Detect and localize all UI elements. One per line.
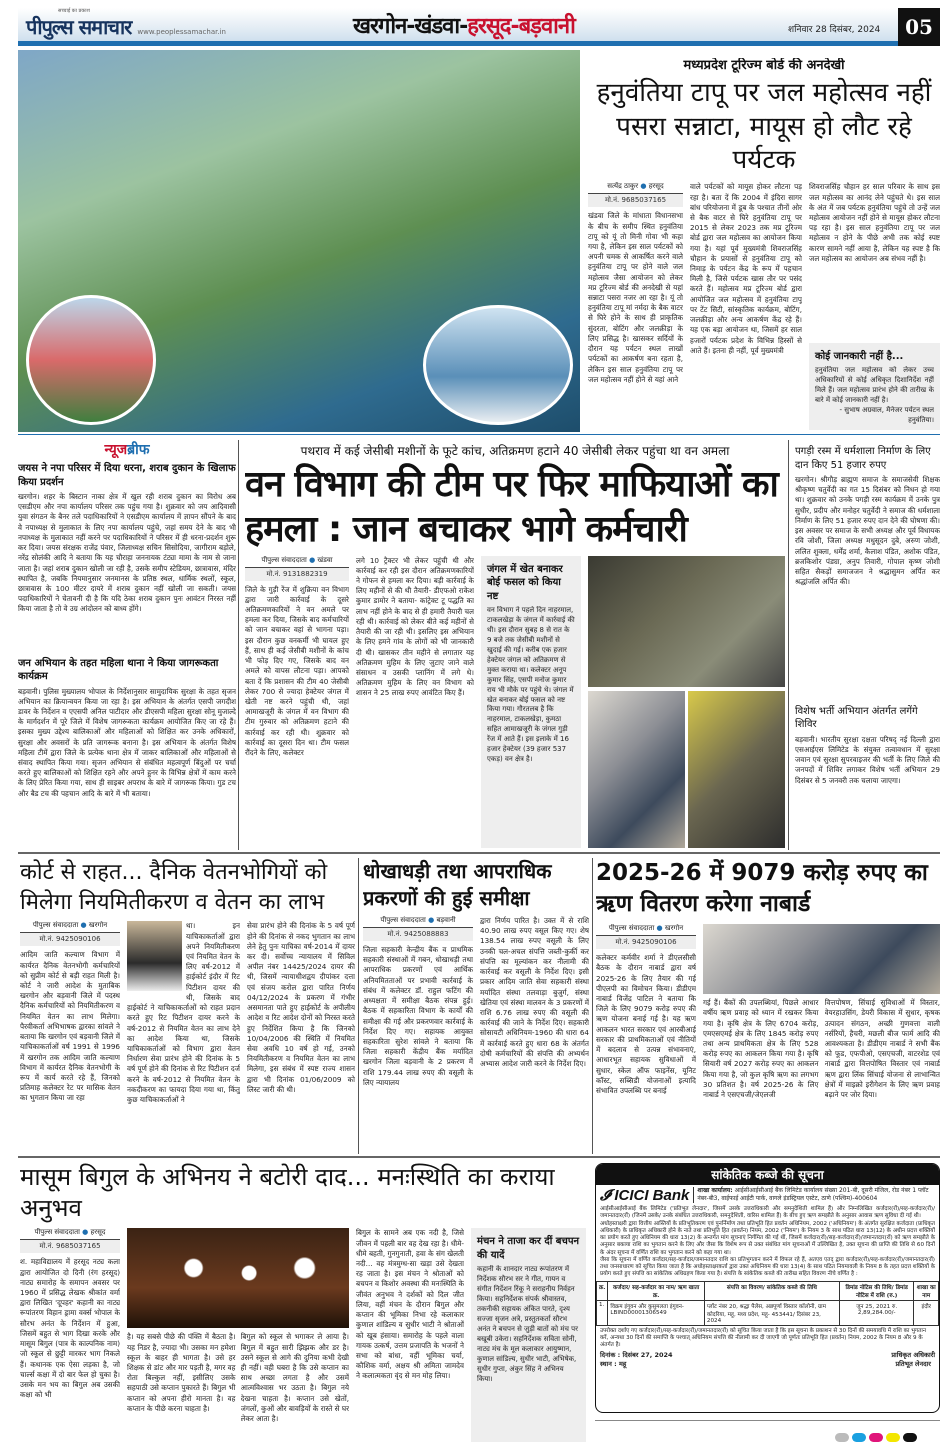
- nabard-story-byline: पीपुल्स संवाददाता ● खरगोन मो.नं. 9425090106 कलेक्टर कर्मवीर शर्मा ने डीएलसीसी बैठक के दौरान नाबार्ड द्वारा वर्ष 2025-26 के लिए तैयार की गई पीएलपी का विमोचन किया। डीडीएम नाबार्ड विजेंद्र पाटिल ने बताया कि जिले के लिए 9079 करोड़ रुपए की ऋण योजना बनाई गई है। यह ऋण आकलन भारत सरकार एवं आरबीआई सरकार की प्राथमिकताओं एवं नीतियों में बदलाव से उत्पन्न संभावनाएं, आधारभूत सहायक सुविधाओं में सुधार, स्केल ऑफ फाइनेंस, यूनिट कॉस्ट, सब्सिडी योजनाओं इत्यादि संभावित उपलब्धि पर बनाई: [596, 924, 696, 1152]
- brief-text: खरगोन। शहर के बिस्टान नाका क्षेत्र में खुल रही शराब दुकान का विरोध अब एसडीएम और नपा कार्यालय परिसर तक पहुंच गया है। शुक्रवार को जय आदिवासी युवा संगठन के बैनर तले पदाधिकारियों ने एसडीएम कार्यालय में ज्ञापन सौंपने के बाद वे नपाध्यक्ष से मुलाकात के लिए नपा कार्यालय पहुंचे, जहां समय देने के बाद भी नपाध्यक्ष के मुलाकात नहीं करने पर पदाधिकारियों ने परिसर में ही धरना-प्रदर्शन शुरू कर दिया। जयस संरक्षक राजेंद्र पंवार, जिलाध्यक्ष सचिन सिसोदिया, जागीराम बड़ोले, नरेंद्र सोलंकी आदि ने बताया कि यह चौराहा जननायक टंट्या मामा के नाम से जाना जाता है। जहां शराब दुकान खोली जा रही है, उसके समीप स्टेडियम, छात्रावास, मंदिर स्थापित है, जबकि नियमानुसार जनमानस के प्रतिष्ठ स्थल, धार्मिक स्थलों, स्कूल, छात्रावास के 100 मीटर दायरे में शराब दुकान नहीं खोली जा सकती। जयस पदाधिकारियों ने चेतावनी दी है कि यदि ठेका शराब दुकान पुनः आवंटन निरस्त नहीं किया जाता है तो वे उग्र आंदोलन को बाध्य होंगे।: [18, 492, 236, 614]
- byline-place: खरगोन: [664, 924, 684, 933]
- ad-signatory: प्राधिकृत अधिकारी: [891, 1351, 935, 1360]
- byline-phone: मो.नं. 9685037165: [588, 194, 683, 207]
- top-story-col3: शिवराजसिंह चौहान हर साल परिवार के साथ इस जल महोत्सव का आनंद लेने पहुंचते थे। इस साल के अंत में जब पर्यटक हनुवंतिया पहुंचे तो उन्हें जल महोत्सव आयोजन नहीं होने से मायूस होकर लौटना पड़ रहा है। इस साल हनुवंतिया टापू पर जल महोत्सव न होने के पीछे अभी तक कोई स्पष्ट कारण सामने नहीं आया है, लेकिन यह स्पष्ट है कि जल महोत्सव का आयोजन अब संभव नहीं है।: [809, 182, 940, 263]
- inset-photo-boats: [423, 305, 573, 425]
- masthead: [18, 8, 940, 46]
- play-story-col1: श. महाविद्यालय में हरसूद नट्य कला द्वारा आयोजित दो दिनी (रंग हरसूद) नाट्य समारोह के समापन अवसर पर 1960 में प्रसिद्ध लेखक श्रीकांत वर्मा द्वारा लिखित 'दूपहर' कहानी का नाट्य रूपांतरण विहान ड्रामा वर्क्स भोपाल के सौरभ अनंत के निर्देशन में हुआ, जिसमें बहुत से भाग दिखा करके और मासूम बिगुल (पात्र के काल्पनिक नाम) जो स्कूल से छुट्टी मारकर भाग निकले हैं। कथानक एक ऐसा लड़का है, जो चार्ल्स कक्षा में दो बार फेल हो चुका है। उसके मन भय का बिगुल अब उसकी कक्षा को भी: [20, 1257, 120, 1400]
- brief-text: बड़वानी। पुलिस मुख्यालय भोपाल के निर्देशानुसार सामुदायिक सुरक्षा के तहत सृजन अभियान का क्रियान्वयन किया जा रहा है। इस अभियान के अंतर्गत एसपी जगदीश डावर के निर्देशन व एएसपी अनिल पाटीदार और डीएसपी महिला सुरक्षा सोनू मुजाल्दे के मार्गदर्शन में पूरे जिले में विशेष जागरूकता कार्यक्रम आयोजित किए जा रहे हैं। इसका मुख्य उद्देश्य बालिकाओं और महिलाओं को शिक्षित कर उनके अधिकारों, सुरक्षा और अवसरों के प्रति जागरूक बनाना है। इस अभियान के अंतर्गत विशेष महिला टीमें द्वारा जिले के प्रत्येक थाना क्षेत्र में जाकर बालिकाओं और महिलाओं से संवाद स्थापित किया गया। सृजन अभियान से संबंधित महत्वपूर्ण बिंदुओं पर चर्चा करते हुए बालिकाओं को शिक्षित रहने और अपने हुनर के विभिन्न क्षेत्रों में काम करने के लिए प्रेरित किया गया, साथ ही साइबर अपराध के बारे में जागरूक किया। गुड टच और बैड टच की पहचान आदि के बारे में भी बताया।: [18, 686, 236, 798]
- inset-photo-resort: [26, 295, 156, 425]
- childhood-box-text: कहानी के शानदार नाट्य रूपांतरण में निर्देशक सौरभ सर ने गीत, गायन व संगीत निर्देशन रिंकू ने सराहनीय निर्वहन किया। सहनिर्देशक संपर्क श्रीवास्तव, तकनीकी सहायक अंकित पारते, दृश्य सज्जा सृजन अत्रे, प्रस्तुतकर्ता सौरभ अनंत ने बचपन से जुड़ी बातों को मंच पर बखूबी उकेरा। सहनिर्देशक सविता सोनी, नाट्य मंच के मूल कलाकार आयुष्मान, कुणाल सांडिल्य, सुधीर भाटी, अभिषेक, सुधीर गुप्ता, अंकुर सिंह ने अभिनय किया।: [477, 1265, 578, 1383]
- play-story-headline[interactable]: मासूम बिगुल के अभिनय ने बटोरी दाद... मनःस्थिति का कराया अनुभव: [20, 1163, 555, 1223]
- childhood-box: [471, 1228, 586, 1442]
- right-headline-2[interactable]: विशेष भर्ती अभियान अंतर्गत लगेंगे शिविर: [795, 705, 918, 731]
- info-box: [809, 343, 940, 430]
- website-link[interactable]: www.peoplessamachar.in: [137, 28, 226, 36]
- dance-performance-photo: [127, 1228, 349, 1328]
- top-story-kicker: मध्यप्रदेश टूरिज्म बोर्ड की अनदेखी: [683, 58, 845, 73]
- byline-phone: मो.नं. 9425090106: [20, 933, 120, 946]
- byline-name: पीपुल्स संवाददाता: [380, 916, 426, 924]
- forest-box-text: वन विभाग ने पहले दिन नाहरमाल, टाकलखेड़ा के जंगल में कार्रवाई की थी। इस दौरान सुबह 8 से रात के 9 बजे तक जेसीबी मशीनों से खुदाई की गई। करीब एक हजार हेक्टेयर जंगल को अतिक्रमण से मुक्त कराया था। कलेक्टर अनूप कुमार सिंह, एसपी मनोज कुमार राय भी मौके पर पहुंचे थे। जंगल में खेत बनाकर बोई फसल को नष्ट किया गया। गौरतलब है कि नाहरमाल, टाकलखेड़ा, कुमठा सहित आमाखजूरी के जंगल गुड़ी रेंज में आते हैं। इस इलाके में 16 हजार हेक्टेयर (39 हजार 537 एकड़) वन क्षेत्र है।: [487, 606, 575, 764]
- info-box-text: हनुवंतिया जल महोत्सव को लेकर उच्च अधिकारियों से कोई अधिकृत दिशानिर्देश नहीं मिले हैं। जल महोत्सव प्रारंभ होने की तारीख के बारे में कोई जानकारी नहीं है।: [815, 366, 934, 405]
- lawyer-portrait-photo: [127, 921, 182, 991]
- byline-phone: मो.नं. 9131882319: [245, 568, 349, 581]
- nabard-story-col2: गई हैं। बैंकों की उपलब्धियां, पिछले आधार वर्षीय ऋण प्रवाह को ध्यान में रखकर किया गया है। कृषि क्षेत्र के लिए 6704 करोड़, एमएसएमई क्षेत्र के लिए 1845 करोड़ रुपए तथा अन्य प्राथमिकता क्षेत्र के लिए 528 करोड़ रुपए का आकलन किया गया है। कृषि सियारी वर्ष 2027 करोड़ रुपए का आकलन किया गया है, जो कुल कृषि ऋण का लगभग 30 प्रतिशत है। वर्ष 2025-26 के लिए नाबार्ड ने एसएचजी/जेएलजी: [703, 998, 819, 1100]
- byline-name: पीपुल्स संवाददाता: [34, 1228, 80, 1237]
- issue-date: शनिवार 28 दिसंबर, 2024: [788, 25, 881, 35]
- ad-para1: आईसीआईसीआई बैंक लिमिटेड ('प्रतिभूत लेनदार', जिसमें उसके उत्तराधिकारी और समनुदेशिती शामिल हैं) और निम्नलिखित कर्जदार(रों)/सह-कर्जदार(रों)/जमानतदार(रों) (जिनमें उसके/ उनके संबंधित उत्तराधिकारी, समनुदेशिती, वारिस शामिल हैं) के बीच हुए ऋण समझौते के अनुसार आवास ऋण सुविधा दी गई थी।: [600, 1206, 935, 1220]
- table-row: 1. विक्रम इंगुवन और कुसुमलता इंगुवन- LBIND00001306549 प्लॉट नंबर 20, श्रद्धा पैलेस, अन्नपूर्णा विस्तार कॉलोनी, ग्राम कोदरिया, महू, मध्य प्रदेश, महू- 453441/ दिसंबर 23, 2024 जून 25, 2021 रु. 2,89,284.00/- इंदौर: [597, 1300, 939, 1325]
- nabard-story: [596, 858, 940, 1152]
- play-story-col2: है। यह सबसे पीछे की पंक्ति में बैठता है। यह निडर है, ज्यादा भी। उसका मन हमेशा स्कूल के बाहर ही भागता है। उसे हर शिक्षक से डांट और मार पड़ती है, मगर वह रोता बिल्कुल नहीं, इसीलिए उसके सहपाठी उसे कप्तान पुकारते हैं। बिगुल भी कप्तान को अपना हीरो मानता है। वह कप्तान के पीछे करना चाहता है।: [127, 1332, 236, 1413]
- byline-name: पीपुल्स संवाददाता: [261, 555, 307, 564]
- forest-box: [481, 556, 581, 848]
- byline-place: हरसूद: [648, 182, 664, 191]
- court-story-col2-wrap: [127, 921, 240, 1152]
- nabard-story-headline[interactable]: 2025-26 में 9079 करोड़ रुपए का ऋण वितरण करेगा नाबार्ड: [596, 860, 928, 918]
- byline-place: खरगोन: [88, 921, 108, 930]
- logo-tagline: सच्चाई का प्रकाश: [58, 8, 90, 14]
- byline-phone: मो.नं. 9425088883: [363, 928, 473, 941]
- right-text-2: बड़वानी। भारतीय सुरक्षा दक्षता परिषद् नई दिल्ली द्वारा एसआईएस लिमिटेड के संयुक्त तत्वावधान में सुरक्षा जवान एवं सुरक्षा सुपरवाइजर की भर्ती के लिए जिले की जनपदों में शिविर लगाकर विशेष भर्ती अभियान 29 दिसंबर से 5 जनवरी तक चलाया जाएगा।: [795, 734, 940, 785]
- info-box-title: कोई जानकारी नहीं है...: [815, 350, 904, 362]
- meeting-photo: [703, 924, 940, 994]
- top-story-col1: खंडवा जिले के मांधाता विधानसभा के बीच के समीप स्थित हनुवंतिया टापू को यूं तो मिनी गोवा भी कहा गया है, लेकिन इस साल पर्यटकों को अपनी चमक से आकर्षित करने वाले हनुवंतिया टापू पर होने वाले जल महोत्सव जैसा आयोजन को लेकर मप्र टूरिज्म बोर्ड की अनदेखी से यहां सन्नाटा पसरा नजर आ रहा है। यूं तो हनुवंतिया टापू मां नर्मदा के बैक वाटर से घिरे होने के साथ ही प्राकृतिक सुंदरता, बोटिंग और जलक्रीड़ा के लिए प्रसिद्ध है। खासकर सर्दियों के दौरान यह पर्यटन स्थल लाखों पर्यटकों का आकर्षण बना रहता है, लेकिन इस साल हनुवंतिया टापू पर जल महोत्सव नहीं होने से यहां आने: [588, 211, 683, 384]
- top-story-headline[interactable]: हनुवंतिया टापू पर जल महोत्सव नहीं पसरा सन्नाटा, मायूस हो लौट रहे पर्यटक: [596, 77, 932, 176]
- color-registration-marks: [832, 1427, 917, 1446]
- court-story-headline[interactable]: कोर्ट से राहत... दैनिक वेतनभोगियों को मिलेगा नियमितीकरण व वेतन का लाभ: [20, 860, 328, 915]
- forest-box-title: जंगल में खेत बनाकर बोई फसल को किया नष्ट: [487, 563, 563, 602]
- news-brief: [18, 440, 236, 848]
- fraud-story-headline[interactable]: धोखाधड़ी तथा आपराधिक प्रकरणों की हुई समीक्षा: [363, 859, 552, 910]
- section-title-part1: खरगोन-खंडवा-: [353, 14, 468, 39]
- court-story-col2: था। इन याचिकाकर्ताओं द्वारा अपने नियमितीकरण एवं नियमित वेतन के लिए वर्ष-2012 में हाईकोर्ट इंदौर में रिट पिटीशन दायर की थी, जिसके बाद हाईकोर्ट ने याचिकाकर्ताओं को राहत प्रदान करते हुए रिट पिटीशन दायर करने के वर्ष-2012 से नियमित वेतन का लाभ देने का आदेश किया था, जिसके याचिकाकर्ताओं को विभाग द्वारा वेतन निर्धारण सेवा प्रारंभ होने की दिनांक के 5 वर्ष पूर्ण होने की दिनांक से रिट पिटीशन दर्ज करने के वर्ष-2012 से नियमित वेतन के नकदीकरण का फायदा दिया गया था, किंतु कुछ याचिकाकर्ताओं ने: [127, 921, 240, 1105]
- byline-phone: मो.नं. 9685037165: [20, 1240, 120, 1253]
- brief-headline[interactable]: जयस ने नपा परिसर में दिया धरना, शराब दुकान के खिलाफ किया प्रदर्शन: [18, 463, 236, 488]
- section-title: [353, 10, 575, 40]
- main-story-col1: जिले के गुड़ी रेंज में शुक्रिया वन विभाग द्वारा जारी कार्रवाई के दूसरे अतिक्रमणकारियों ने वन अमले पर हमला कर दिया, जिसके बाद कर्मचारियों को जान बचाकर वहां से भागना पड़ा। इस दौरान कुछ वनकर्मी भी घायल हुए हैं, साथ ही कई जेसीबी मशीनों के कांच भी फोड़ दिए गए, जिसके बाद वन अमले को वापस लौटना पड़ा। आपको बता दें कि प्रशासन की टीम 40 जेसीबी लेकर 700 से ज्यादा हेक्टेयर जंगल में खेती नष्ट करने पहुंची थी, जहां आमाखजूरी के जंगल में वन विभाग की टीम गुरुवार को अतिक्रमण हटाने की कार्रवाई कर रही थी। शुक्रवार को कार्रवाई का दूसरा दिन था। टीम फसल रौंदने के लिए, कलेक्टर: [245, 584, 349, 758]
- news-brief-title: न्यूजब्रीफ: [104, 442, 150, 458]
- brand: [26, 8, 226, 40]
- byline-place: बड़वानी: [436, 916, 456, 924]
- court-story-col3: सेवा प्रारंभ होने की दिनांक के 5 वर्ष पूर्ण होने की दिनांक से नकद भुगतान का लाभ लेने हेतु पुनः याचिका वर्ष-2014 में दायर कर दी। सर्वोच्च न्यायालय में सिविल अपील नंबर 14425/2024 दायर की थी, जिसमें न्यायाधीशद्वय दीपांकर दत्ता एवं संजय करोल द्वारा पारित निर्णय 04/12/2024 के प्रकरण में गंभीर असमानता पाते हुए हाईकोर्ट के अपीलीय आदेश व रिट आदेश दोनों को निरस्त करते हुए निर्देशित किया है कि जिनको 10/04/2006 की स्थिति में नियमित सेवा अवधि 10 वर्ष हो गई, उनको नियमितीकरण व नियमित वेतन का लाभ मिलेगा, इस संबंध में स्पष्ट राज्य शासन द्वारा भी दिनांक 01/06/2009 को लिस्ट जारी की थी।: [247, 921, 355, 1094]
- ad-para4: उपरोक्त दर्शाए गए कर्जदार(रों)/सह-कर्जदार(रों)/जमानतदार(रों) को सूचित किया जाता है कि इस सूचना के प्रकाशन से 30 दिनों की समयावधि में राशि का भुगतान करें, अन्यथा 30 दिनों की समाप्ति के पश्चात् अधिनियम संपत्ति की नीलामी कर दी जाएगी जो पूर्णतः प्रतिभूति हित (प्रवर्तन) नियम, 2002 के नियम 8 और 9 के अंतर्गत है।: [600, 1327, 926, 1349]
- court-story-col1: आदिम जाति कल्याण विभाग में कार्यरत दैनिक वेतनभोगी कर्मचारियों को सुप्रीम कोर्ट से बड़ी राहत मिली है। कोर्ट ने जारी आदेश के मुताबिक खरगोन और बड़वानी जिले में पदस्थ दैनिक कर्मचारियों को नियमितीकरण व नियमित वेतन का लाभ मिलेगा। पैरवीकर्ता अभिभाषक द्वारका सांवले ने बताया कि खरगोन एवं बड़वानी जिले में याचिकाकर्ताओं वर्ष 1991 से 1996 में खरगोन तक आदिम जाति कल्याण विभाग में कार्यरत दैनिक वेतनभोगी के रूप में कार्य करते रहे हैं, जिनको प्रतिमाह कलेक्टर रेट पर मासिक वेतन का भुगतान किया जा रहा: [20, 950, 120, 1103]
- nabard-story-col3: वित्तपोषण, सिंचाई सुविधाओं में विस्तार, वेयरहाउसिंग, डेयरी विकास में सुधार, कृषक उत्पादन संगठन, अच्छी गुणवत्ता वाली नर्सरियों, हैचरी, मछली बीज फार्म आदि की आवश्यकता है। डीडीएम नाबार्ड ने सभी बैंक को फूड, एफपीओ, एसएचजी, वाटरशेड एवं नाबार्ड द्वारा वित्तपोषित विस्तार एवं नाबार्ड ऋण द्वारा लिंक सिंचाई योजना से लाभान्वित क्षेत्रों में माइक्रो इरीगेशन के लिए ऋण प्रवाह बढ़ाने पर जोर दिया।: [824, 998, 940, 1100]
- jcb-field-photo: [588, 556, 785, 687]
- play-story-col4: बिगुल के सामने अब एक नदी है, जिसे जीवन में पहली बार वह देख रहा है। धीमे-धीमे बहती, गुनगुनाती, हवा के संग खेलती नदी... वह मंत्रमुग्ध-सा खड़ा उसे देखता रह जाता है। इस मंचन ने श्रोताओं को बचपन व किशोर अवस्था की मनःस्थिति के जीवंत अनुभव ने दर्शकों को दिल जीत लिया, वहीं मंचन के दौरान बिगुल और कप्तान की भूमिका निभा रहे कलाकार कुणाल शांडिल्य व सुधीर भाटी ने श्रोताओं को खूब हंसाया। समारोह के पहले वाला गायक उत्कर्ष, उत्तम प्रजापति के भजनों ने सभा को बांधा, वहीं भूमिका चर्या, कौशिक वर्मा, अक्षय श्री अमिता जामदेव ने कलात्मकता वृंद से मन मोह लिया।: [356, 1228, 464, 1381]
- island-aerial-photo: [18, 50, 580, 432]
- icici-bank-logo: 𝓘 ICICI Bank: [600, 1187, 690, 1204]
- info-box-quote: - सुभाष अग्रवाल, मैनेजर पर्यटन स्थल हनुवंतिया।: [839, 406, 934, 425]
- nabard-story-col1: कलेक्टर कर्मवीर शर्मा ने डीएलसीसी बैठक के दौरान नाबार्ड द्वारा वर्ष 2025-26 के लिए तैयार की गई पीएलपी का विमोचन किया। डीडीएम नाबार्ड विजेंद्र पाटिल ने बताया कि जिले के लिए 9079 करोड़ रुपए की ऋण योजना बनाई गई है। यह ऋण आकलन भारत सरकार एवं आरबीआई सरकार की प्राथमिकताओं एवं नीतियों में बदलाव से उत्पन्न संभावनाएं, आधारभूत सहायक सुविधाओं में सुधार, स्केल ऑफ फाइनेंस, यूनिट कॉस्ट, सब्सिडी योजनाओं इत्यादि संभावित उपलब्धि पर बनाई: [596, 953, 696, 1095]
- page-number: 05: [898, 8, 940, 46]
- byline-name: सत्येंद्र ठाकुर: [607, 182, 639, 191]
- childhood-box-title: मंचन ने ताजा कर दीं बचपन की यादें: [477, 1236, 580, 1261]
- byline-phone: मो.नं. 9425090106: [596, 936, 696, 949]
- ad-para2: अधोहस्ताक्षरी द्वारा वित्तीय आस्तियों के प्रतिभूतिकरण एवं पुनर्निर्माण तथा प्रतिभूति हित प्रवर्तन अधिनियम, 2002 ('अधिनियम') के अंतर्गत सुरक्षित कर्जदाता (प्राधिकृत अधिकारी) के प्राधिकृत अधिकारी होने के नाते तथा प्रतिभूति हित (प्रवर्तन) नियम, 2002 ('नियम') के नियम 3 के साथ पठित धारा 13(12) के अधीन प्रदत्त शक्तियों का प्रयोग करते हुए अधिनियम की धारा 13(2) के अन्तर्गत मांग सूचनाएं निर्गमित की गई थीं, जिसमें कर्जदार(रों)/सह-कर्जदार(रों)/जमानतदार(रों) को ऋण समझौते के अनुसार बकाया राशि का भुगतान करने के लिए और जैसा कि विशेष रूप से उक्त संबंधित मांग सूचनाओं में उल्लिखित है, उक्त सूचना की प्राप्ति की तिथि से 60 दिनों के अंदर सूचना में वर्णित राशि का भुगतान करने को कहा गया था।: [600, 1220, 935, 1256]
- fraud-story-col1: जिला सहकारी केन्द्रीय बैंक व प्राथमिक सहकारी संस्थाओं में गबन, धोखाधड़ी तथा आपराधिक प्रकरणों एवं आर्थिक अनियमितताओं पर प्रभावी कार्रवाई के संबंध में कलेक्टर डॉ. राहुल फटिंग की अध्यक्षता में समीक्षा बैठक संपन्न हुई। बैठक में सहकारिता विभाग के कार्यों की समीक्षा की गई और प्रकरणवार कार्रवाई के निर्देश दिए गए। सहायक आयुक्त सहकारिता सुरेश सांवले ने बताया कि जिला सहकारी केंद्रीय बैंक मर्यादित खरगोन जिला बड़वानी के 2 प्रकरण में राशि 179.44 लाख रुपए की वसूली के लिए न्यायालय: [363, 945, 473, 1087]
- newspaper-logo[interactable]: पीपुल्स समाचार: [26, 15, 132, 39]
- top-story: [588, 58, 940, 430]
- court-story: [20, 858, 355, 1152]
- play-story: [20, 1162, 586, 1442]
- jcb-machine-photo: [688, 691, 785, 848]
- right-text-1: खरगोन। श्रीगौड़ ब्राह्मण समाज के समाजसेवी शिक्षक श्रीकृष्ण चतुर्वेदी का गत 15 दिसंबर को निधन हो गया था। शुक्रवार को उनके पगड़ी रस्म कार्यक्रम में उनके पुत्र सुधीर, प्रदीप और मनोहर चतुर्वेदी ने समाज की धर्मशाला निर्माण के लिए 51 हजार रुपए दान देने की घोषणा की। इस अवसर पर समाज के सभी अध्यक्ष और पूर्व विधायक रवि जोशी, जिला अध्यक्ष मधुसूदन दुबे, अरुण जोशी, ललित शुक्ला, धर्मेंद्र शर्मा, कैलाश पंडित, अशोक पंडित, ब्रजकिशोर पंड्या, अनुप तिवारी, गोपाल कृष्ण जोशी सहित सैकड़ों समाजजन ने श्रद्धासुमन अर्पित कर श्रद्धांजलि अर्पित की।: [795, 475, 940, 587]
- play-story-col3: बिगुल को स्कूल से भगाकर ले आया है। बिगुल में बहुत सारी झिझक और डर है। उसने स्कूल से आगे की दुनिया कभी देखी ही नहीं। वही घबरा है कि उसे कप्तान का साथ अच्छा लगता है और उसमें आत्मविश्वास भर उठता है। बिगुल नये देखना चाहता है। कप्तान उसे खेतों, जंगलों, कुओं और बावड़ियों के रास्ते से घर लेकर आता है।: [240, 1332, 349, 1424]
- right-headline-1[interactable]: पगड़ी रस्म में धर्मशाला निर्माण के लिए दान किए 51 हजार रुपए: [795, 446, 931, 471]
- play-story-byline: पीपुल्स संवाददाता ● हरसूद मो.नं. 9685037165 श. महाविद्यालय में हरसूद नट्य कला द्वारा आयोजित दो दिनी (रंग हरसूद) नाट्य समारोह के समापन अवसर पर 1960 में प्रसिद्ध लेखक श्रीकांत वर्मा द्वारा लिखित 'दूपहर' कहानी का नाट्य रूपांतरण विहान ड्रामा वर्क्स भोपाल के सौरभ अनंत के निर्देशन में हुआ, जिसमें बहुत से भाग दिखा करके और मासूम बिगुल (पात्र के काल्पनिक नाम) जो स्कूल से छुट्टी मारकर भाग निकले हैं। कथानक एक ऐसा लड़का है, जो चार्ल्स कक्षा में दो बार फेल हो चुका है। उसके मन भय का बिगुल अब उसकी कक्षा को भी: [20, 1228, 120, 1442]
- section-title-part2: हरसूद-बड़वानी: [467, 14, 575, 39]
- byline-place: खंडवा: [317, 555, 333, 564]
- byline-name: पीपुल्स संवाददाता: [608, 924, 655, 933]
- fraud-story: [363, 858, 589, 1152]
- forest-team-photo: [588, 691, 685, 848]
- main-story-headline[interactable]: वन विभाग की टीम पर फिर माफियाओं का हमला : जान बचाकर भागे कर्मचारी: [245, 463, 778, 550]
- main-story-byline: पीपुल्स संवाददाता ● खंडवा मो.नं. 9131882319 जिले के गुड़ी रेंज में शुक्रिया वन विभाग द्वारा जारी कार्रवाई के दूसरे अतिक्रमणकारियों ने वन अमले पर हमला कर दिया, जिसके बाद कर्मचारियों को जान बचाकर वहां से भागना पड़ा। इस दौरान कुछ वनकर्मी भी घायल हुए हैं, साथ ही कई जेसीबी मशीनों के कांच भी फोड़ दिए गए, जिसके बाद वन अमले को वापस लौटना पड़ा। आपको बता दें कि प्रशासन की टीम 40 जेसीबी लेकर 700 से ज्यादा हेक्टेयर जंगल में खेती नष्ट करने पहुंची थी, जहां आमाखजूरी के जंगल में वन विभाग की टीम गुरुवार को अतिक्रमण हटाने की कार्रवाई कर रही थी। शुक्रवार को कार्रवाई का दूसरा दिन था। टीम फसल रौंदने के लिए, कलेक्टर: [245, 556, 349, 848]
- fraud-story-col2: द्वारा निर्णय पारित है। उक्त में से राशि 40.90 लाख रुपए वसूल किए गए। शेष 138.54 लाख रुपए वसूली के लिए उनकी चल-अचल संपत्ति जब्ती-कुर्की कर संपत्ति का मूल्यांकन कर नीलामी की कार्रवाई कर वसूली के निर्देश दिए। इसी प्रकार आदिम जाति सेवा सहकारी संस्था मर्यादित संस्था तलवाड़ा बुजुर्ग, संस्था खेतिया एवं संस्था मालवन के 3 प्रकरणों में राशि 6.76 लाख रुपए की वसूली की कार्रवाई की जाने के निर्देश दिए। सहकारी सोसायटी अधिनियम-1960 की धारा 64 में कार्रवाई करते हुए धारा 68 के अंतर्गत दोषी कर्मचारियों की संपत्ति की अभ्यर्थन अभ्यास आदेश जारी करने के निर्देश दिए।: [480, 916, 589, 1069]
- possession-notice-ad: सांकेतिक कब्जे की सूचना 𝓘 ICICI Bank शाखा कार्यालय: आईसीआईसीआई बैंक लिमिटेड कार्यालय संख्या 201-बी, दूसरी मंजिल, रोड नंबर 1 प्लॉट नंबर-बी3, वाईफाई आईटी पार्क, वागले इंडस्ट्रियल एस्टेट, ठाणे (पश्चिम)-400604 आईसीआईसीआई बैंक लिमिटेड ('प्रतिभूत लेनदार', जिसमें उसके उत्तराधिकारी और समनुदेशिती शामिल हैं) और निम्नलिखित कर्जदार(रों)/सह-कर्जदार(रों)/जमानतदार(रों) (जिनमें उसके/ उनके संबंधित उत्तराधिकारी, समनुदेशिती, वारिस शामिल हैं) के बीच हुए ऋण समझौते के अनुसार आवास ऋण सुविधा दी गई थी। अधोहस्ताक्षरी द्वारा वित्तीय आस्तियों के प्रतिभूतिकरण एवं पुनर्निर्माण तथा प्रतिभूति हित प्रवर्तन अधिनियम, 2002 ('अधिनियम') के अंतर्गत सुरक्षित कर्जदाता (प्राधिकृत अधिकारी) के प्राधिकृत अधिकारी होने के नाते तथा प्रतिभूति हित (प्रवर्तन) नियम, 2002 ('नियम') के नियम 3 के साथ पठित धारा 13(12) के अधीन प्रदत्त शक्तियों का प्रयोग करते हुए अधिनियम की धारा 13(2) के अन्तर्गत मांग सूचनाएं निर्गमित की गई थीं, जिसमें कर्जदार(रों)/सह-कर्जदार(रों)/जमानतदार(रों) को ऋण समझौते के अनुसार बकाया राशि का भुगतान करने के लिए और जैसा कि विशेष रूप से उक्त संबंधित मांग सूचनाओं में उल्लिखित है, उक्त सूचना की प्राप्ति की तिथि से 60 दिनों के अंदर सूचना में वर्णित राशि का भुगतान करने को कहा गया था। जैसा कि सूचना में वर्णित कर्जदार/सह-कर्जदार/जमानतदार राशि का प्रतिभुगतान करने में विफल रहे हैं, अतएव एतद् द्वारा कर्जदार(रों)/सह-कर्जदार(रों)/जमानतदार(रों) तथा जनसाधारण को सूचित किया जाता है कि अधोहस्ताक्षरकर्ता द्वारा उक्त अधिनियम की धारा 13(4) के साथ पठित नियमावली के नियम 8 के तहत प्रदत्त शक्तियों के प्रयोग करते हुए संपत्ति का सांकेतिक अधिग्रहण किया गया है। संपत्ति के सांकेतिक कब्जे की तारीख सहित विवरण नीचे वर्णित है : क्र. कर्जदार/ सह-कर्जदार का नाम/ ऋण खाता क्र. संपत्ति का विवरण/ सांकेतिक कब्जे की तिथि डिमांड नोटिस की तिथि/ डिमांड नोटिस में राशि (रु.) शाखा का नाम 1. विक्रम इंगुवन और कुसुमलता इंगुवन- LBIND00001306549 प्लॉट नंबर 20, श्रद्धा पैलेस, अन्नपूर्णा विस्तार कॉलोनी, ग्राम कोदरिया, महू, मध्य प्रदेश, महू- 453441/ दिसंबर 23, 2024 जून 25, 2021 रु. 2,89,284.00/- इंदौर उपरोक्त दर्शाए गए कर्जदार(रों)/सह-कर्जदार(रों)/जमानतदार(रों) को सूचित किया जाता है कि इस सूचना के प्रकाशन से 30 दिनों की समयावधि में राशि का भुगतान करें, अन्यथा 30 दिनों की समाप्ति के पश्चात् अधिनियम संपत्ति की नीलामी कर दी जाएगी जो पूर्णतः प्रतिभूति हित (प्रवर्तन) नियम, 2002 के नियम 8 और 9 के अंतर्गत है। दिनांक : दिसंबर 27, 2024 स्थान : महू प्राधिकृत अधिकारी प्रतिभूत लेनदार: [595, 1163, 940, 1413]
- ad-date: दिनांक : दिसंबर 27, 2024: [600, 1351, 673, 1360]
- ad-para3: जैसा कि सूचना में वर्णित कर्जदार/सह-कर्जदार/जमानतदार राशि का प्रतिभुगतान करने में विफल रहे हैं, अतएव एतद् द्वारा कर्जदार(रों)/सह-कर्जदार(रों)/जमानतदार(रों) तथा जनसाधारण को सूचित किया जाता है कि अधोहस्ताक्षरकर्ता द्वारा उक्त अधिनियम की धारा 13(4) के साथ पठित नियमावली के नियम 8 के तहत प्रदत्त शक्तियों के प्रयोग करते हुए संपत्ति का सांकेतिक अधिग्रहण किया गया है। संपत्ति के सांकेतिक कब्जे की तारीख सहित विवरण नीचे वर्णित है :: [600, 1256, 935, 1278]
- ad-signatory-title: प्रतिभूत लेनदार: [895, 1360, 931, 1369]
- byline-name: पीपुल्स संवाददाता: [32, 921, 79, 930]
- fraud-story-byline: पीपुल्स संवाददाता ● बड़वानी मो.नं. 9425088883 जिला सहकारी केन्द्रीय बैंक व प्राथमिक सहकारी संस्थाओं में गबन, धोखाधड़ी तथा आपराधिक प्रकरणों एवं आर्थिक अनियमितताओं पर प्रभावी कार्रवाई के संबंध में कलेक्टर डॉ. राहुल फटिंग की अध्यक्षता में समीक्षा बैठक संपन्न हुई। बैठक में सहकारिता विभाग के कार्यों की समीक्षा की गई और प्रकरणवार कार्रवाई के निर्देश दिए गए। सहायक आयुक्त सहकारिता सुरेश सांवले ने बताया कि जिला सहकारी केंद्रीय बैंक मर्यादित खरगोन जिला बड़वानी के 2 प्रकरण में राशि 179.44 लाख रुपए की वसूली के लिए न्यायालय: [363, 916, 473, 1152]
- right-column: [795, 442, 940, 848]
- branch-address: आईसीआईसीआई बैंक लिमिटेड कार्यालय संख्या 201-बी, दूसरी मंजिल, रोड नंबर 1 प्लॉट नंबर-बी3, वाईफाई आईटी पार्क, वागले इंडस्ट्रियल एस्टेट, ठाणे (पश्चिम)-400604: [697, 1187, 929, 1202]
- top-story-col2: वाले पर्यटकों को मायूस होकर लौटना पड़ रहा है। बता दें कि 2004 में इंदिरा सागर बांध परियोजना में डूब के पश्चात तीनों ओर से बैक वाटर से घिरे हनुवंतिया टापू पर 2015 से लेकर 2023 तक मप्र टूरिज्म बोर्ड द्वारा जल महोत्सव का आयोजन किया गया है। यहां पूर्व मुख्यमंत्री शिवराजसिंह चौहान के प्रयासों से हनुवंतिया टापू को निमाड़ के पर्यटन केंद्र के रूप में पहचान मिली है, जिसे पर्यटक खास तौर पर पसंद करते हैं। महोत्सव मप्र टूरिज्म बोर्ड द्वारा आयोजित जल महोत्सव में हनुवंतिया टापू पर टेंट सिटी, सांस्कृतिक कार्यक्रम, बोटिंग, जलक्रीड़ा और अन्य आकर्षण केंद्र रहे हैं। यह एक बड़ा आयोजन था, जिसमें हर साल हजारों पर्यटक प्रदेश के विभिन्न हिस्सों से आते हैं। इतना ही नहीं, पूर्व मुख्यमंत्री: [690, 182, 802, 355]
- main-story-col2: लगे 10 ट्रैक्टर भी लेकर पहुंची थी और कार्रवाई कर रही इस दौरान अतिक्रमणकारियों ने गोफन से हमला कर दिया। बड़ी कार्रवाई के लिए महीनों से की थी तैयारी- डीएफओ राकेश कुमार डामोर ने बताया- कांट्रेक्ट टू पद्धति का लाभ नहीं होने के बाद से ही हमारी तैयारी चल रही थी। कार्रवाई को लेकर बीते कई महीनों से तैयारी की जा रही थी। इसलिए इस अभियान के लिए हमने गांव के लोगों को भी जानकारी दी थी। खासकर तीन महीने से लगातार यह अतिक्रमण मुहिम के लिए जुटाए जाने वाले संसाधन व उसकी प्लानिंग में लगे थे। अतिक्रमण मुहिम के लिए वन विभाग को शासन ने 25 लाख रुपए आवंटित किए हैं।: [356, 555, 474, 698]
- main-story-kicker: पथराव में कई जेसीबी मशीनों के फूटे कांच, अतिक्रमण हटाने 40 जेसीबी लेकर पहुंचा था वन अमला: [300, 444, 730, 458]
- brief-headline[interactable]: जन अभियान के तहत महिला थाना ने किया जागरूकता कार्यक्रम: [18, 657, 219, 682]
- byline-place: हरसूद: [90, 1228, 106, 1237]
- court-story-byline: पीपुल्स संवाददाता ● खरगोन मो.नं. 9425090106 आदिम जाति कल्याण विभाग में कार्यरत दैनिक वेतनभोगी कर्मचारियों को सुप्रीम कोर्ट से बड़ी राहत मिली है। कोर्ट ने जारी आदेश के मुताबिक खरगोन और बड़वानी जिले में पदस्थ दैनिक कर्मचारियों को नियमितीकरण व नियमित वेतन का लाभ मिलेगा। पैरवीकर्ता अभिभाषक द्वारका सांवले ने बताया कि खरगोन एवं बड़वानी जिले में याचिकाकर्ताओं वर्ष 1991 से 1996 में खरगोन तक आदिम जाति कल्याण विभाग में कार्यरत दैनिक वेतनभोगी के रूप में कार्य करते रहे हैं, जिनको प्रतिमाह कलेक्टर रेट पर मासिक वेतन का भुगतान किया जा रहा: [20, 921, 120, 1152]
- main-story: [245, 444, 785, 848]
- possession-table: क्र. कर्जदार/ सह-कर्जदार का नाम/ ऋण खाता क्र. संपत्ति का विवरण/ सांकेतिक कब्जे की तिथि डिमांड नोटिस की तिथि/ डिमांड नोटिस में राशि (रु.) शाखा का नाम 1. विक्रम इंगुवन और कुसुमलता इंगुवन- LBIND00001306549 प्लॉट नंबर 20, श्रद्धा पैलेस, अन्नपूर्णा विस्तार कॉलोनी, ग्राम कोदरिया, महू, मध्य प्रदेश, महू- 453441/ दिसंबर 23, 2024 जून 25, 2021 रु. 2,89,284.00/- इंदौर: [596, 1281, 939, 1326]
- top-story-byline: सत्येंद्र ठाकुर ● हरसूद मो.नं. 9685037165 खंडवा जिले के मांधाता विधानसभा के बीच के समीप स्थित हनुवंतिया टापू को यूं तो मिनी गोवा भी कहा गया है, लेकिन इस साल पर्यटकों को अपनी चमक से आकर्षित करने वाले हनुवंतिया टापू पर होने वाले जल महोत्सव जैसा आयोजन को लेकर मप्र टूरिज्म बोर्ड की अनदेखी से यहां सन्नाटा पसरा नजर आ रहा है। यूं तो हनुवंतिया टापू मां नर्मदा के बैक वाटर से घिरे होने के साथ ही प्राकृतिक सुंदरता, बोटिंग और जलक्रीड़ा के लिए प्रसिद्ध है। खासकर सर्दियों के दौरान यह पर्यटन स्थल लाखों पर्यटकों का आकर्षण बना रहता है, लेकिन इस साल हनुवंतिया टापू पर जल महोत्सव नहीं होने से यहां आने: [588, 182, 683, 430]
- ad-title: सांकेतिक कब्जे की सूचना: [596, 1164, 939, 1185]
- ad-place: स्थान : महू: [600, 1360, 627, 1369]
